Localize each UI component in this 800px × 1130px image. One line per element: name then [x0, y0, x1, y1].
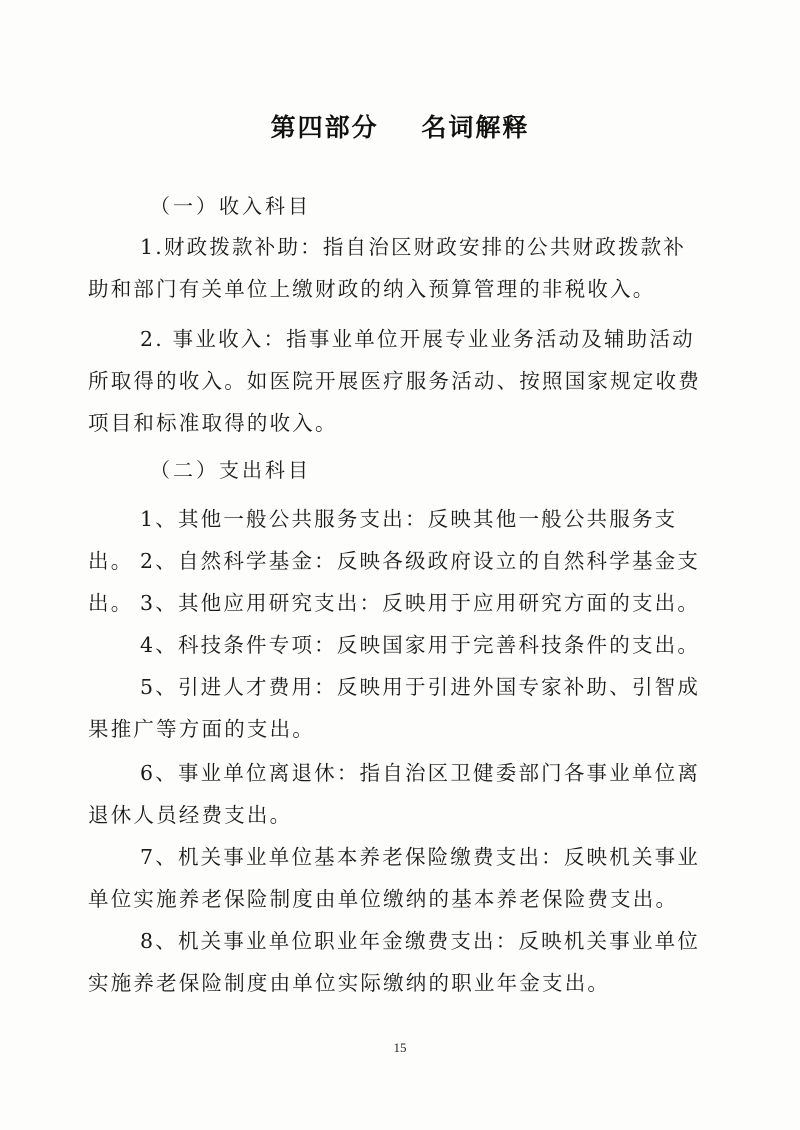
expenditure-item-4: 4、科技条件专项：反映国家用于完善科技条件的支出。	[140, 633, 701, 657]
expenditure-item-8: 8、机关事业单位职业年金缴费支出：反映机关事业单位实施养老保险制度由单位实际缴纳的职业年金支出。	[88, 929, 701, 995]
expenditure-item-1: 1、其他一般公共服务支出：反映其他一般公共服务支出。	[88, 507, 678, 573]
page-number: 15	[393, 1040, 407, 1055]
section-heading-expenditure: （二）支出科目	[150, 458, 311, 482]
page-title: 第四部分 名词解释	[270, 113, 530, 142]
income-item-1: 1.财政拨款补助：指自治区财政安排的公共财政拨款补助和部门有关单位上缴财政的纳入预算管理的非税收入。	[88, 235, 687, 301]
expenditure-item-6: 6、事业单位离退休：指自治区卫健委部门各事业单位离退休人员经费支出。	[88, 761, 701, 827]
expenditure-item-5: 5、引进人才费用：反映用于引进外国专家补助、引智成果推广等方面的支出。	[88, 675, 701, 741]
expenditure-item-3: 3、其他应用研究支出：反映用于应用研究方面的支出。	[140, 591, 701, 615]
expenditure-item-2: 2、自然科学基金：反映各级政府设立的自然科学基金支出。	[88, 549, 701, 615]
section-heading-income: （一）收入科目	[150, 194, 311, 218]
income-item-2: 2. 事业收入：指事业单位开展专业业务活动及辅助活动所取得的收入。如医院开展医疗服务活动、按照国家规定收费项目和标准取得的收入。	[88, 327, 701, 435]
expenditure-item-7: 7、机关事业单位基本养老保险缴费支出：反映机关事业单位实施养老保险制度由单位缴纳的基本养老保险费支出。	[88, 845, 701, 911]
